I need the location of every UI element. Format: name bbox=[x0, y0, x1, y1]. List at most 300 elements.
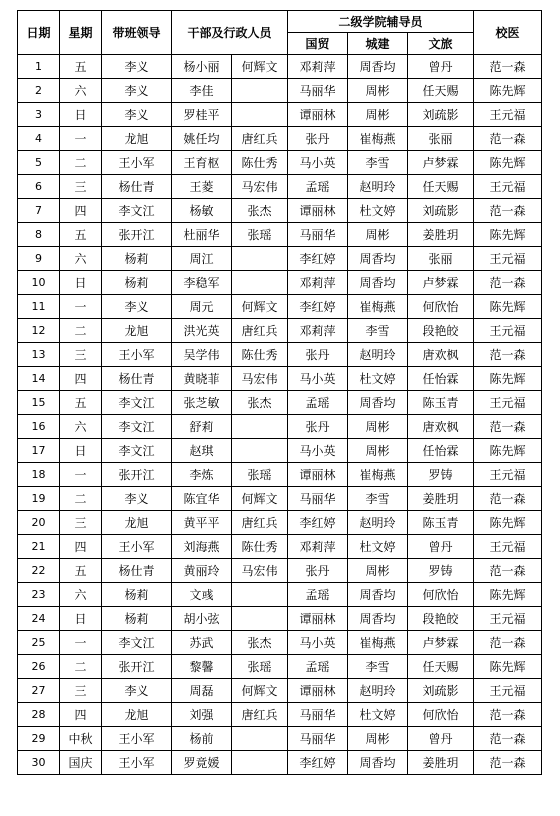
weekday-cell: 六 bbox=[60, 79, 102, 103]
chengjian-cell: 周彬 bbox=[348, 103, 408, 127]
weekday-cell: 二 bbox=[60, 319, 102, 343]
doctor-cell: 陈先辉 bbox=[474, 367, 542, 391]
leader-cell: 王小军 bbox=[102, 343, 172, 367]
staff-cell: 王菱 bbox=[172, 175, 232, 199]
leader-cell: 龙旭 bbox=[102, 703, 172, 727]
weekday-cell: 五 bbox=[60, 55, 102, 79]
chengjian-cell: 赵明玲 bbox=[348, 175, 408, 199]
weekday-cell: 五 bbox=[60, 223, 102, 247]
staff-extra-cell bbox=[232, 439, 288, 463]
weekday-cell: 三 bbox=[60, 343, 102, 367]
header-guomao: 国贸 bbox=[288, 33, 348, 55]
chengjian-cell: 崔梅燕 bbox=[348, 295, 408, 319]
doctor-cell: 王元福 bbox=[474, 607, 542, 631]
table-row bbox=[18, 583, 542, 607]
date-cell: 25 bbox=[18, 631, 60, 655]
weekday-cell: 日 bbox=[60, 439, 102, 463]
weekday-cell: 二 bbox=[60, 655, 102, 679]
table-row bbox=[18, 247, 542, 271]
weekday-cell: 二 bbox=[60, 487, 102, 511]
staff-cell: 王育枢 bbox=[172, 151, 232, 175]
staff-extra-cell: 何辉文 bbox=[232, 55, 288, 79]
weekday-cell: 日 bbox=[60, 271, 102, 295]
guomao-cell: 马小英 bbox=[288, 439, 348, 463]
wenlv-cell: 刘疏影 bbox=[408, 103, 474, 127]
wenlv-cell: 任怡霖 bbox=[408, 367, 474, 391]
date-cell: 18 bbox=[18, 463, 60, 487]
guomao-cell: 马小英 bbox=[288, 631, 348, 655]
staff-extra-cell bbox=[232, 247, 288, 271]
table-row bbox=[18, 535, 542, 559]
staff-extra-cell: 何辉文 bbox=[232, 295, 288, 319]
wenlv-cell: 曾丹 bbox=[408, 535, 474, 559]
table-row bbox=[18, 439, 542, 463]
staff-cell: 张芝敏 bbox=[172, 391, 232, 415]
doctor-cell: 范一森 bbox=[474, 727, 542, 751]
leader-cell: 张开江 bbox=[102, 223, 172, 247]
date-cell: 14 bbox=[18, 367, 60, 391]
weekday-cell: 四 bbox=[60, 535, 102, 559]
staff-extra-cell bbox=[232, 607, 288, 631]
weekday-cell: 四 bbox=[60, 199, 102, 223]
guomao-cell: 马小英 bbox=[288, 367, 348, 391]
weekday-cell: 四 bbox=[60, 703, 102, 727]
guomao-cell: 谭丽林 bbox=[288, 679, 348, 703]
staff-extra-cell: 何辉文 bbox=[232, 487, 288, 511]
staff-extra-cell: 张瑶 bbox=[232, 223, 288, 247]
staff-extra-cell: 唐红兵 bbox=[232, 703, 288, 727]
weekday-cell: 一 bbox=[60, 463, 102, 487]
leader-cell: 杨莉 bbox=[102, 271, 172, 295]
leader-cell: 李文江 bbox=[102, 415, 172, 439]
chengjian-cell: 周香均 bbox=[348, 607, 408, 631]
header-chengjian: 城建 bbox=[348, 33, 408, 55]
staff-cell: 周元 bbox=[172, 295, 232, 319]
staff-extra-cell bbox=[232, 751, 288, 775]
chengjian-cell: 杜文婷 bbox=[348, 703, 408, 727]
staff-cell: 黄晓菲 bbox=[172, 367, 232, 391]
wenlv-cell: 陈玉青 bbox=[408, 391, 474, 415]
wenlv-cell: 姜胜玥 bbox=[408, 223, 474, 247]
staff-extra-cell: 唐红兵 bbox=[232, 319, 288, 343]
date-cell: 10 bbox=[18, 271, 60, 295]
staff-extra-cell: 陈仕秀 bbox=[232, 151, 288, 175]
wenlv-cell: 罗铸 bbox=[408, 463, 474, 487]
wenlv-cell: 姜胜玥 bbox=[408, 751, 474, 775]
guomao-cell: 马丽华 bbox=[288, 487, 348, 511]
staff-extra-cell: 唐红兵 bbox=[232, 511, 288, 535]
guomao-cell: 孟瑶 bbox=[288, 391, 348, 415]
leader-cell: 张开江 bbox=[102, 655, 172, 679]
table-row bbox=[18, 295, 542, 319]
staff-cell: 文彧 bbox=[172, 583, 232, 607]
table-row bbox=[18, 607, 542, 631]
leader-cell: 龙旭 bbox=[102, 511, 172, 535]
staff-extra-cell: 张杰 bbox=[232, 631, 288, 655]
header-doctor: 校医 bbox=[474, 11, 542, 55]
date-cell: 28 bbox=[18, 703, 60, 727]
header-counselors: 二级学院辅导员 bbox=[288, 11, 474, 33]
guomao-cell: 谭丽林 bbox=[288, 607, 348, 631]
weekday-cell: 三 bbox=[60, 175, 102, 199]
chengjian-cell: 崔梅燕 bbox=[348, 631, 408, 655]
chengjian-cell: 周彬 bbox=[348, 559, 408, 583]
staff-extra-cell: 何辉文 bbox=[232, 679, 288, 703]
doctor-cell: 范一森 bbox=[474, 415, 542, 439]
table-row bbox=[18, 319, 542, 343]
guomao-cell: 邓莉萍 bbox=[288, 535, 348, 559]
chengjian-cell: 周彬 bbox=[348, 727, 408, 751]
doctor-cell: 王元福 bbox=[474, 175, 542, 199]
table-row bbox=[18, 391, 542, 415]
table-row bbox=[18, 55, 542, 79]
wenlv-cell: 何欣怡 bbox=[408, 703, 474, 727]
weekday-cell: 六 bbox=[60, 583, 102, 607]
doctor-cell: 范一森 bbox=[474, 751, 542, 775]
date-cell: 4 bbox=[18, 127, 60, 151]
staff-cell: 杨小丽 bbox=[172, 55, 232, 79]
guomao-cell: 邓莉萍 bbox=[288, 55, 348, 79]
staff-cell: 黎馨 bbox=[172, 655, 232, 679]
staff-cell: 刘强 bbox=[172, 703, 232, 727]
staff-cell: 赵琪 bbox=[172, 439, 232, 463]
guomao-cell: 李红婷 bbox=[288, 511, 348, 535]
table-row bbox=[18, 223, 542, 247]
leader-cell: 李文江 bbox=[102, 391, 172, 415]
staff-cell: 李稳军 bbox=[172, 271, 232, 295]
weekday-cell: 一 bbox=[60, 631, 102, 655]
leader-cell: 杨仕青 bbox=[102, 559, 172, 583]
leader-cell: 杨莉 bbox=[102, 607, 172, 631]
doctor-cell: 陈先辉 bbox=[474, 151, 542, 175]
wenlv-cell: 卢梦霖 bbox=[408, 151, 474, 175]
guomao-cell: 马小英 bbox=[288, 151, 348, 175]
leader-cell: 李义 bbox=[102, 295, 172, 319]
guomao-cell: 张丹 bbox=[288, 127, 348, 151]
leader-cell: 李义 bbox=[102, 487, 172, 511]
staff-cell: 苏武 bbox=[172, 631, 232, 655]
weekday-cell: 三 bbox=[60, 679, 102, 703]
date-cell: 21 bbox=[18, 535, 60, 559]
guomao-cell: 马丽华 bbox=[288, 703, 348, 727]
staff-extra-cell: 陈仕秀 bbox=[232, 343, 288, 367]
leader-cell: 龙旭 bbox=[102, 127, 172, 151]
doctor-cell: 王元福 bbox=[474, 535, 542, 559]
date-cell: 29 bbox=[18, 727, 60, 751]
wenlv-cell: 卢梦霖 bbox=[408, 631, 474, 655]
guomao-cell: 张丹 bbox=[288, 559, 348, 583]
leader-cell: 杨莉 bbox=[102, 247, 172, 271]
chengjian-cell: 周彬 bbox=[348, 223, 408, 247]
table-row bbox=[18, 463, 542, 487]
date-cell: 22 bbox=[18, 559, 60, 583]
wenlv-cell: 张丽 bbox=[408, 127, 474, 151]
doctor-cell: 范一森 bbox=[474, 631, 542, 655]
doctor-cell: 王元福 bbox=[474, 319, 542, 343]
table-row bbox=[18, 415, 542, 439]
doctor-cell: 范一森 bbox=[474, 55, 542, 79]
header-date: 日期 bbox=[18, 11, 60, 55]
chengjian-cell: 周香均 bbox=[348, 751, 408, 775]
table-row bbox=[18, 175, 542, 199]
weekday-cell: 二 bbox=[60, 151, 102, 175]
doctor-cell: 陈先辉 bbox=[474, 439, 542, 463]
duty-roster-sheet bbox=[17, 10, 542, 775]
header-wenlv: 文旅 bbox=[408, 33, 474, 55]
leader-cell: 李文江 bbox=[102, 631, 172, 655]
guomao-cell: 李红婷 bbox=[288, 247, 348, 271]
chengjian-cell: 杜文婷 bbox=[348, 367, 408, 391]
date-cell: 15 bbox=[18, 391, 60, 415]
chengjian-cell: 李雪 bbox=[348, 151, 408, 175]
guomao-cell: 邓莉萍 bbox=[288, 319, 348, 343]
wenlv-cell: 何欣怡 bbox=[408, 583, 474, 607]
chengjian-cell: 周香均 bbox=[348, 247, 408, 271]
date-cell: 27 bbox=[18, 679, 60, 703]
leader-cell: 张开江 bbox=[102, 463, 172, 487]
leader-cell: 李文江 bbox=[102, 199, 172, 223]
weekday-cell: 六 bbox=[60, 247, 102, 271]
staff-extra-cell bbox=[232, 583, 288, 607]
leader-cell: 杨莉 bbox=[102, 583, 172, 607]
doctor-cell: 陈先辉 bbox=[474, 79, 542, 103]
date-cell: 23 bbox=[18, 583, 60, 607]
staff-extra-cell bbox=[232, 79, 288, 103]
date-cell: 13 bbox=[18, 343, 60, 367]
weekday-cell: 国庆 bbox=[60, 751, 102, 775]
date-cell: 20 bbox=[18, 511, 60, 535]
doctor-cell: 王元福 bbox=[474, 463, 542, 487]
guomao-cell: 马丽华 bbox=[288, 79, 348, 103]
table-row bbox=[18, 511, 542, 535]
leader-cell: 王小军 bbox=[102, 727, 172, 751]
guomao-cell: 李红婷 bbox=[288, 751, 348, 775]
weekday-cell: 日 bbox=[60, 607, 102, 631]
chengjian-cell: 周香均 bbox=[348, 391, 408, 415]
wenlv-cell: 刘疏影 bbox=[408, 679, 474, 703]
weekday-cell: 一 bbox=[60, 127, 102, 151]
date-cell: 2 bbox=[18, 79, 60, 103]
wenlv-cell: 何欣怡 bbox=[408, 295, 474, 319]
doctor-cell: 范一森 bbox=[474, 343, 542, 367]
staff-cell: 洪光英 bbox=[172, 319, 232, 343]
date-cell: 1 bbox=[18, 55, 60, 79]
guomao-cell: 邓莉萍 bbox=[288, 271, 348, 295]
table-row bbox=[18, 631, 542, 655]
staff-cell: 刘海燕 bbox=[172, 535, 232, 559]
leader-cell: 王小军 bbox=[102, 151, 172, 175]
guomao-cell: 谭丽林 bbox=[288, 463, 348, 487]
staff-cell: 周磊 bbox=[172, 679, 232, 703]
guomao-cell: 孟瑶 bbox=[288, 175, 348, 199]
table-row bbox=[18, 199, 542, 223]
weekday-cell: 五 bbox=[60, 391, 102, 415]
date-cell: 19 bbox=[18, 487, 60, 511]
staff-cell: 杜丽华 bbox=[172, 223, 232, 247]
leader-cell: 李义 bbox=[102, 679, 172, 703]
staff-cell: 姚任均 bbox=[172, 127, 232, 151]
wenlv-cell: 刘疏影 bbox=[408, 199, 474, 223]
guomao-cell: 孟瑶 bbox=[288, 583, 348, 607]
chengjian-cell: 李雪 bbox=[348, 655, 408, 679]
staff-extra-cell: 张瑶 bbox=[232, 463, 288, 487]
staff-extra-cell: 张杰 bbox=[232, 199, 288, 223]
wenlv-cell: 曾丹 bbox=[408, 55, 474, 79]
wenlv-cell: 任天赐 bbox=[408, 175, 474, 199]
staff-cell: 吴学伟 bbox=[172, 343, 232, 367]
staff-cell: 黄平平 bbox=[172, 511, 232, 535]
staff-cell: 陈宜华 bbox=[172, 487, 232, 511]
staff-extra-cell: 唐红兵 bbox=[232, 127, 288, 151]
doctor-cell: 范一森 bbox=[474, 271, 542, 295]
wenlv-cell: 唐欢枫 bbox=[408, 343, 474, 367]
guomao-cell: 谭丽林 bbox=[288, 199, 348, 223]
doctor-cell: 陈先辉 bbox=[474, 223, 542, 247]
doctor-cell: 王元福 bbox=[474, 103, 542, 127]
doctor-cell: 范一森 bbox=[474, 703, 542, 727]
table-row bbox=[18, 127, 542, 151]
date-cell: 16 bbox=[18, 415, 60, 439]
chengjian-cell: 崔梅燕 bbox=[348, 463, 408, 487]
chengjian-cell: 崔梅燕 bbox=[348, 127, 408, 151]
chengjian-cell: 周彬 bbox=[348, 439, 408, 463]
leader-cell: 李义 bbox=[102, 55, 172, 79]
staff-extra-cell bbox=[232, 415, 288, 439]
staff-cell: 舒莉 bbox=[172, 415, 232, 439]
staff-cell: 胡小弦 bbox=[172, 607, 232, 631]
date-cell: 17 bbox=[18, 439, 60, 463]
chengjian-cell: 周彬 bbox=[348, 415, 408, 439]
staff-cell: 杨前 bbox=[172, 727, 232, 751]
staff-cell: 杨敏 bbox=[172, 199, 232, 223]
chengjian-cell: 周香均 bbox=[348, 55, 408, 79]
doctor-cell: 范一森 bbox=[474, 199, 542, 223]
table-row bbox=[18, 103, 542, 127]
staff-extra-cell: 马宏伟 bbox=[232, 367, 288, 391]
table-row bbox=[18, 559, 542, 583]
leader-cell: 杨仕青 bbox=[102, 367, 172, 391]
guomao-cell: 李红婷 bbox=[288, 295, 348, 319]
weekday-cell: 日 bbox=[60, 103, 102, 127]
leader-cell: 龙旭 bbox=[102, 319, 172, 343]
wenlv-cell: 段艳皎 bbox=[408, 319, 474, 343]
weekday-cell: 一 bbox=[60, 295, 102, 319]
chengjian-cell: 周香均 bbox=[348, 271, 408, 295]
wenlv-cell: 段艳皎 bbox=[408, 607, 474, 631]
doctor-cell: 陈先辉 bbox=[474, 295, 542, 319]
doctor-cell: 陈先辉 bbox=[474, 583, 542, 607]
leader-cell: 李义 bbox=[102, 79, 172, 103]
table-row bbox=[18, 751, 542, 775]
doctor-cell: 范一森 bbox=[474, 127, 542, 151]
weekday-cell: 三 bbox=[60, 511, 102, 535]
table-row bbox=[18, 727, 542, 751]
table-row bbox=[18, 79, 542, 103]
table-row bbox=[18, 151, 542, 175]
staff-extra-cell: 张瑶 bbox=[232, 655, 288, 679]
doctor-cell: 范一森 bbox=[474, 487, 542, 511]
chengjian-cell: 周香均 bbox=[348, 583, 408, 607]
table-row bbox=[18, 367, 542, 391]
doctor-cell: 王元福 bbox=[474, 391, 542, 415]
doctor-cell: 王元福 bbox=[474, 247, 542, 271]
staff-extra-cell: 陈仕秀 bbox=[232, 535, 288, 559]
header-row-top bbox=[18, 11, 542, 33]
table-row bbox=[18, 679, 542, 703]
table-row bbox=[18, 271, 542, 295]
staff-extra-cell bbox=[232, 727, 288, 751]
date-cell: 8 bbox=[18, 223, 60, 247]
wenlv-cell: 卢梦霖 bbox=[408, 271, 474, 295]
date-cell: 7 bbox=[18, 199, 60, 223]
header-staff: 干部及行政人员 bbox=[172, 11, 288, 55]
doctor-cell: 陈先辉 bbox=[474, 655, 542, 679]
doctor-cell: 王元福 bbox=[474, 679, 542, 703]
chengjian-cell: 李雪 bbox=[348, 487, 408, 511]
roster-body bbox=[18, 55, 542, 775]
date-cell: 6 bbox=[18, 175, 60, 199]
staff-cell: 李炼 bbox=[172, 463, 232, 487]
header-leader: 带班领导 bbox=[102, 11, 172, 55]
wenlv-cell: 姜胜玥 bbox=[408, 487, 474, 511]
weekday-cell: 五 bbox=[60, 559, 102, 583]
chengjian-cell: 赵明玲 bbox=[348, 343, 408, 367]
wenlv-cell: 任天赐 bbox=[408, 655, 474, 679]
date-cell: 26 bbox=[18, 655, 60, 679]
wenlv-cell: 张丽 bbox=[408, 247, 474, 271]
date-cell: 3 bbox=[18, 103, 60, 127]
staff-cell: 罗竟媛 bbox=[172, 751, 232, 775]
duty-roster-table bbox=[17, 10, 542, 775]
weekday-cell: 六 bbox=[60, 415, 102, 439]
staff-cell: 罗桂平 bbox=[172, 103, 232, 127]
staff-cell: 周江 bbox=[172, 247, 232, 271]
date-cell: 9 bbox=[18, 247, 60, 271]
staff-extra-cell: 马宏伟 bbox=[232, 175, 288, 199]
staff-extra-cell: 马宏伟 bbox=[232, 559, 288, 583]
leader-cell: 李文江 bbox=[102, 439, 172, 463]
leader-cell: 王小军 bbox=[102, 535, 172, 559]
guomao-cell: 孟瑶 bbox=[288, 655, 348, 679]
guomao-cell: 张丹 bbox=[288, 415, 348, 439]
date-cell: 5 bbox=[18, 151, 60, 175]
wenlv-cell: 罗铸 bbox=[408, 559, 474, 583]
chengjian-cell: 赵明玲 bbox=[348, 679, 408, 703]
table-row bbox=[18, 343, 542, 367]
chengjian-cell: 赵明玲 bbox=[348, 511, 408, 535]
leader-cell: 李义 bbox=[102, 103, 172, 127]
wenlv-cell: 任天赐 bbox=[408, 79, 474, 103]
staff-extra-cell bbox=[232, 103, 288, 127]
guomao-cell: 张丹 bbox=[288, 343, 348, 367]
staff-cell: 黄丽玲 bbox=[172, 559, 232, 583]
leader-cell: 杨仕青 bbox=[102, 175, 172, 199]
chengjian-cell: 杜文婷 bbox=[348, 199, 408, 223]
header-weekday: 星期 bbox=[60, 11, 102, 55]
date-cell: 11 bbox=[18, 295, 60, 319]
staff-extra-cell bbox=[232, 271, 288, 295]
wenlv-cell: 陈玉青 bbox=[408, 511, 474, 535]
wenlv-cell: 唐欢枫 bbox=[408, 415, 474, 439]
staff-extra-cell: 张杰 bbox=[232, 391, 288, 415]
wenlv-cell: 曾丹 bbox=[408, 727, 474, 751]
staff-cell: 李佳 bbox=[172, 79, 232, 103]
doctor-cell: 陈先辉 bbox=[474, 511, 542, 535]
guomao-cell: 马丽华 bbox=[288, 223, 348, 247]
guomao-cell: 马丽华 bbox=[288, 727, 348, 751]
wenlv-cell: 任怡霖 bbox=[408, 439, 474, 463]
guomao-cell: 谭丽林 bbox=[288, 103, 348, 127]
